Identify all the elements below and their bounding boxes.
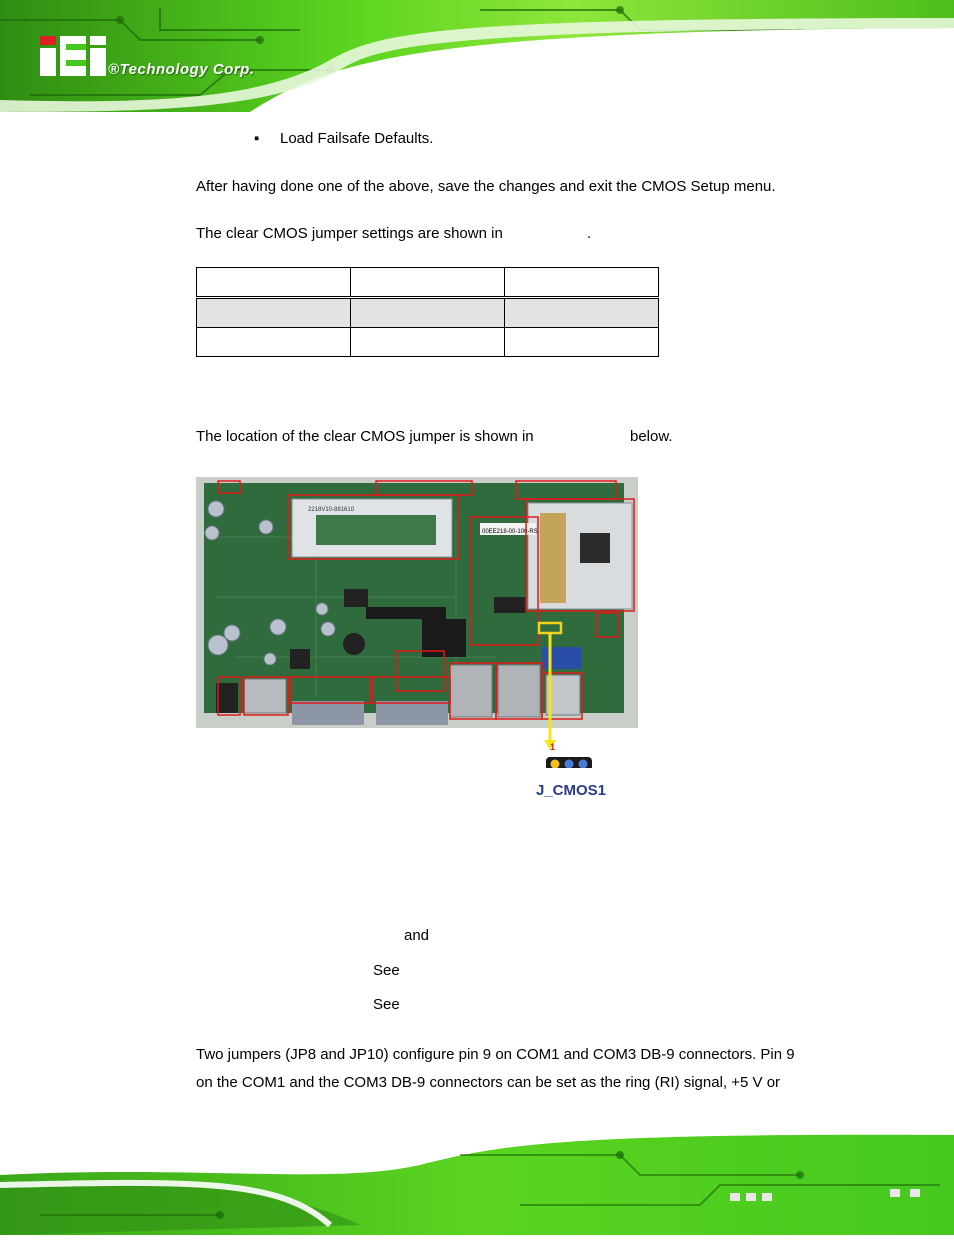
text-fragment-see-2: See [373,996,400,1013]
table-cell [197,328,351,357]
table-cell [351,328,505,357]
table-row [197,298,659,328]
table-cell [351,268,505,298]
paragraph-settings-period: . [587,225,592,242]
table-row [197,328,659,357]
table-cell [351,298,505,328]
callout-arrow [540,728,600,768]
paragraph-jumpers-line-1: Two jumpers (JP8 and JP10) configure pin 9 on COM1 and COM3 DB-9 connectors. Pin 9 [196,1046,795,1063]
table-cell [197,268,351,298]
company-name: ®Technology Corp. [108,61,255,78]
table-cell [505,298,659,328]
paragraph-location-below: below. [630,428,673,445]
paragraph-location-ref: The location of the clear CMOS jumper is shown in [196,428,534,445]
paragraph-settings-ref: The clear CMOS jumper settings are shown in [196,225,503,242]
jcmos1-label: J_CMOS1 [536,782,607,799]
bullet-marker: ▪ [254,130,260,147]
paragraph-jumpers-line-2: on the COM1 and the COM3 DB-9 connectors can be set as the ring (RI) signal, +5 V or [196,1074,781,1091]
bullet-item-load-failsafe: Load Failsafe Defaults. [280,130,434,147]
jumper-settings-table [196,267,659,357]
text-fragment-see-1: See [373,962,400,979]
header-circuit-banner [0,0,954,112]
table-header-row [197,268,659,298]
table-cell [505,328,659,357]
footer-circuit-banner [0,1125,954,1235]
paragraph-save-exit: After having done one of the above, save the changes and exit the CMOS Setup menu. [196,178,776,195]
iei-logo [40,36,106,76]
board-sticker-label: 00EE218-00-100-RS [482,529,538,535]
motherboard-photo [196,477,638,728]
text-fragment-and: and [404,927,430,944]
page-header [0,0,954,112]
jumper-pin-one-label: 1 [550,742,556,752]
page-footer [0,1125,954,1235]
table-cell [505,268,659,298]
board-silk-label: 2218V10-881610 [308,507,355,513]
table-cell [197,298,351,328]
motherboard-illustration [196,477,638,728]
